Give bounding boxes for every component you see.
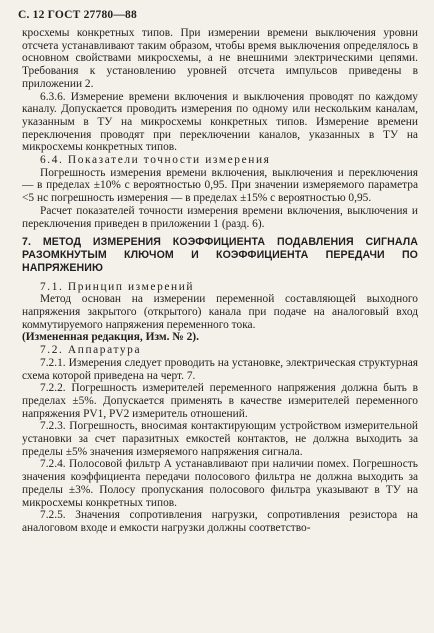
paragraph-accuracy: Погрешность измерения времени включения, выключения и переключения — в пределах ±10% с вероятностью 0,95. При значении измеряемого параметра <5 нс погрешность измерения — в пределах ±15% с вероятностью 0,95.	[22, 166, 418, 205]
paragraph-calculation: Расчет показателей точности измерения времени включения, выключения и переключения приведен в приложении 1 (разд. 6).	[22, 204, 418, 230]
paragraph-7-2-3: 7.2.3. Погрешность, вносимая контактирующим устройством измерительной установки за счет паразитных емкостей контактов, не должна выходить за пределы ±5% значения измеряемого напряжения сигнала.	[22, 420, 418, 458]
heading-7-2: 7.2. Аппаратура	[40, 344, 142, 357]
section-7-title: 7. МЕТОД ИЗМЕРЕНИЯ КОЭФФИЦИЕНТА ПОДАВЛЕНИЯ СИГНАЛА РАЗОМКНУТЫМ КЛЮЧОМ И КОЭФФИЦИЕНТА ПЕРЕДАЧИ ПО НАПРЯЖЕНИЮ	[22, 236, 418, 274]
paragraph-7-2-4: 7.2.4. Полосовой фильтр А устанавливают при наличии помех. Погрешность значения коэффициента передачи полосового фильтра не должна выходить за пределы ±3%. Полосу пропускания полосового фильтра указывают в ТУ на микросхемы конкретных типов.	[22, 458, 418, 509]
amendment-note: (Измененная редакция, Изм. № 2).	[22, 331, 199, 344]
page-header: С. 12 ГОСТ 27780—88	[18, 9, 137, 21]
paragraph-7-2-5: 7.2.5. Значения сопротивления нагрузки, сопротивления резистора на аналоговом входе и емкости нагрузки должны соответство-	[22, 509, 418, 534]
paragraph-6-3-6: 6.3.6. Измерение времени включения и выключения проводят по каждому каналу. Допускается проводить измерения по одному или нескольким каналам, указанным в ТУ на микросхемы конкретных типов. Измерение времени переключения проводят при переключении каналов, указанных в ТУ на микросхемы конкретных типов.	[22, 90, 418, 154]
heading-6-4: 6.4. Показатели точности измерения	[40, 154, 271, 167]
paragraph-7-2-2: 7.2.2. Погрешность измерителей переменного напряжения должна быть в пределах ±5%. Допускается применять в качестве измерителей переменного напряжения PV1, PV2 измеритель отношений.	[22, 382, 418, 420]
paragraph-continuation: кросхемы конкретных типов. При измерении времени выключения уровни отсчета устанавливают таким образом, чтобы время выключения определялось в основном свойствами микросхемы, а не внешними электрическими цепями. Требования к установлению уровней отсчета импульсов приведены в приложении 2.	[22, 27, 418, 90]
paragraph-7-2-1: 7.2.1. Измерения следует проводить на установке, электрическая структурная схема которой приведена на черт. 7.	[22, 356, 418, 382]
document-body	[22, 27, 418, 535]
heading-7-1: 7.1. Принцип измерений	[40, 280, 195, 293]
paragraph-method: Метод основан на измерении переменной составляющей выходного напряжения закрытого (открытого) канала при подаче на аналоговый вход коммутируемого напряжения переменного тока.	[22, 293, 418, 331]
